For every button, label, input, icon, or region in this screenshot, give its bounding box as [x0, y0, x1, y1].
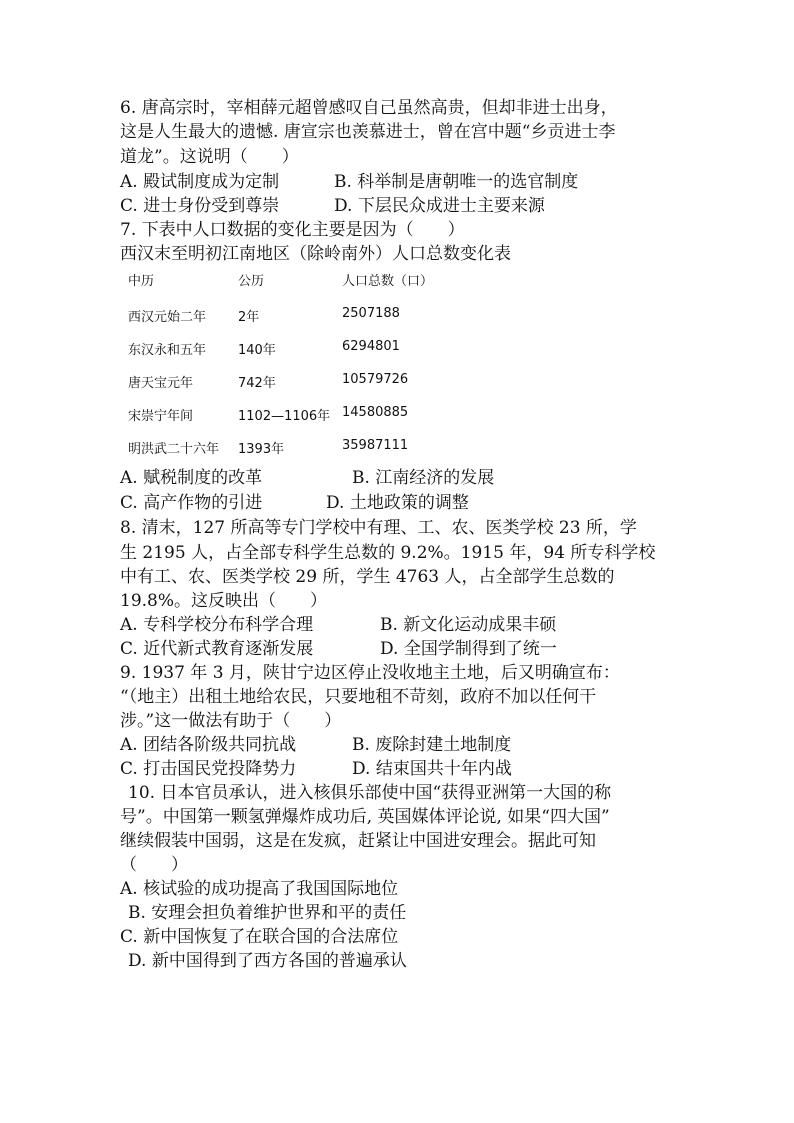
q7-options-row2 — [120, 491, 720, 515]
q6-stem-line1: 6. 唐高宗时，宰相薛元超曾感叹自己虽然高贵，但却非进士出身， — [120, 98, 618, 118]
table-cell: 东汉永和五年 — [128, 343, 207, 358]
q7-table-title: 西汉末至明初江南地区（除岭南外）人口总数变化表 — [120, 244, 511, 264]
q10-option-b: B. 安理会担负着维护世界和平的责任 — [128, 903, 407, 923]
q9-option-a: A. 团结各阶级共同抗战 — [120, 735, 297, 755]
q8-stem-line2: 生 2195 人，占全部专科学生总数的 9.2%。1915 年，94 所专科学校 — [120, 543, 656, 563]
q9-options-row2 — [120, 757, 720, 781]
q8-option-a: A. 专科学校分布科学合理 — [120, 615, 314, 635]
q6-options-row1 — [120, 170, 720, 194]
table-header-cell: 中历 — [128, 274, 155, 289]
q7-stem: 7. 下表中人口数据的变化主要是因为（ ） — [120, 220, 465, 240]
q6-option-d: D. 下层民众成进士主要来源 — [334, 196, 545, 216]
q6-stem-line2: 这是人生最大的遗憾. 唐宣宗也羡慕进士，曾在宫中题“乡贡进士李 — [120, 122, 616, 142]
table-cell: 唐天宝元年 — [128, 376, 194, 391]
table-row — [128, 405, 448, 425]
table-cell: 1393年 — [238, 442, 285, 457]
table-header-cell: 公历 — [238, 274, 265, 289]
q8-option-b: B. 新文化运动成果丰硕 — [380, 615, 557, 635]
q9-option-b: B. 废除封建土地制度 — [352, 735, 512, 755]
q6-stem-line3: 道龙”。这说明（ ） — [120, 147, 299, 167]
table-cell: 西汉元始二年 — [128, 310, 207, 325]
table-cell: 明洪武二十六年 — [128, 442, 220, 457]
q10-option-d: D. 新中国得到了西方各国的普遍承认 — [128, 951, 407, 971]
q10-stem-line4: （ ） — [120, 855, 188, 875]
q9-stem-line3: 涉。”这一做法有助于（ ） — [120, 711, 342, 731]
q6-option-b: B. 科举制是唐朝唯一的选官制度 — [334, 172, 579, 192]
table-row — [128, 438, 448, 458]
table-cell: 2年 — [238, 310, 260, 325]
q9-option-c: C. 打击国民党投降势力 — [120, 759, 297, 779]
table-cell: 2507188 — [342, 306, 400, 321]
q10-option-a: A. 核试验的成功提高了我国国际地位 — [120, 879, 399, 899]
table-cell: 1102—1106年 — [238, 409, 331, 424]
q9-options-row1 — [120, 733, 720, 757]
q8-option-d: D. 全国学制得到了统一 — [380, 639, 557, 659]
table-row — [128, 339, 448, 359]
table-cell: 6294801 — [342, 339, 400, 354]
table-cell: 140年 — [238, 343, 276, 358]
q7-option-a: A. 赋税制度的改革 — [120, 468, 263, 488]
q7-option-c: C. 高产作物的引进 — [120, 493, 263, 513]
q8-stem-line1: 8. 清末，127 所高等专门学校中有理、工、农、医类学校 23 所，学 — [120, 518, 637, 538]
table-header-cell: 人口总数（口） — [342, 274, 434, 289]
q8-option-c: C. 近代新式教育逐渐发展 — [120, 639, 314, 659]
table-row — [128, 306, 448, 326]
q10-stem-line2: 号”。中国第一颗氢弹爆炸成功后, 英国媒体评论说, 如果“四大国” — [120, 807, 610, 827]
q8-options-row1 — [120, 613, 720, 637]
table-cell: 宋崇宁年间 — [128, 409, 194, 424]
q6-option-a: A. 殿试制度成为定制 — [120, 172, 280, 192]
q8-stem-line4: 19.8%。这反映出（ ） — [120, 591, 328, 611]
q9-stem-line1: 9. 1937 年 3 月，陕甘宁边区停止没收地主土地，后又明确宣布： — [120, 663, 620, 683]
q7-options-row1 — [120, 466, 720, 490]
q7-option-d: D. 土地政策的调整 — [326, 493, 469, 513]
table-cell: 14580885 — [342, 405, 409, 420]
q10-option-c: C. 新中国恢复了在联合国的合法席位 — [120, 927, 399, 947]
q10-stem-line3: 继续假装中国弱，这是在发疯，赶紧让中国进安理会。据此可知 — [120, 831, 596, 851]
q9-stem-line2: “（地主）出租土地给农民，只要地租不苛刻，政府不加以任何干 — [120, 687, 597, 707]
q6-options-row2 — [120, 194, 720, 218]
table-header-row — [128, 270, 448, 290]
q9-option-d: D. 结束国共十年内战 — [352, 759, 512, 779]
table-row — [128, 372, 448, 392]
q10-stem-line1: 10. 日本官员承认，进入核俱乐部使中国“获得亚洲第一大国的称 — [128, 783, 612, 803]
table-cell: 742年 — [238, 376, 276, 391]
q6-option-c: C. 进士身份受到尊崇 — [120, 196, 280, 216]
q8-stem-line3: 中有工、农、医类学校 29 所，学生 4763 人，占全部学生总数的 — [120, 567, 615, 587]
q7-option-b: B. 江南经济的发展 — [352, 468, 495, 488]
table-cell: 35987111 — [342, 438, 409, 453]
table-cell: 10579726 — [342, 372, 409, 387]
q8-options-row2 — [120, 637, 720, 661]
